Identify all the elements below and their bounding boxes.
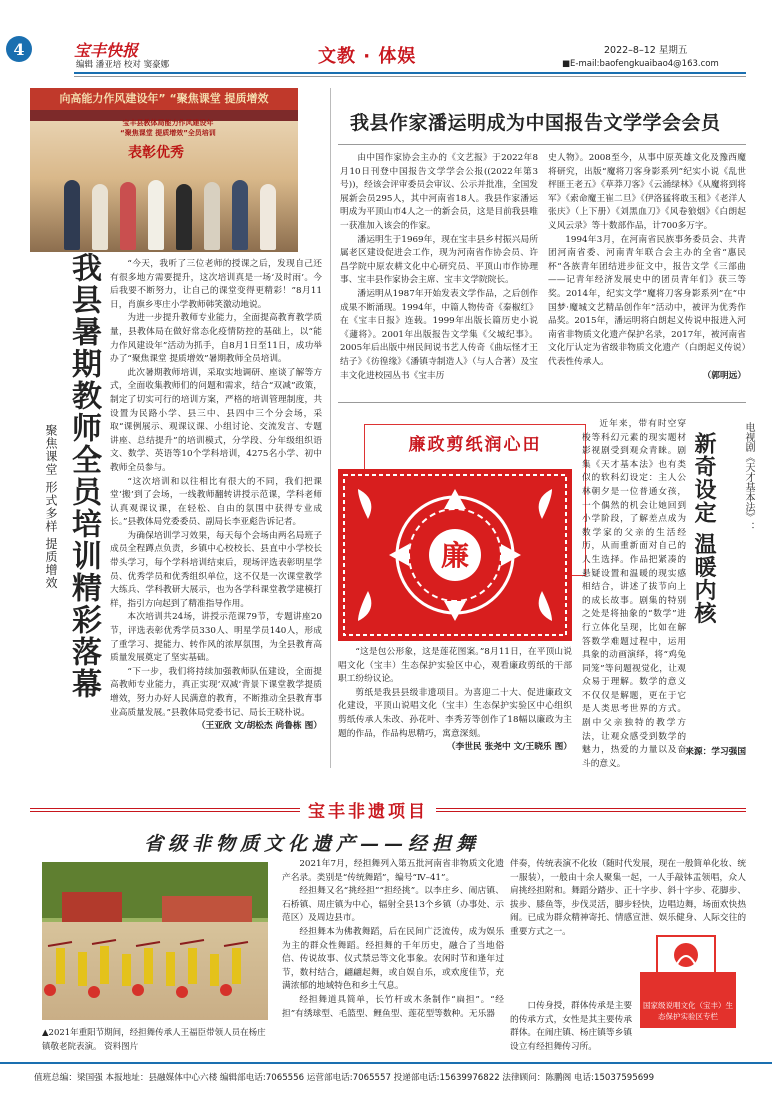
teachers-byline: （王亚欣 文/胡松杰 尚鲁栋 图） bbox=[196, 721, 322, 732]
photo-person bbox=[148, 180, 164, 250]
page-number: 4 bbox=[6, 36, 32, 62]
papercut-center-char: 廉 bbox=[440, 539, 470, 572]
papercut-title: 廉政剪纸润心田 bbox=[408, 435, 542, 455]
dance-photo-caption: ▲2021年重阳节期间，经担舞传承人王福臣带领人员在杨庄镇敬老院表演。 资料图片 bbox=[42, 1028, 266, 1052]
heritage-stamp-icon bbox=[655, 934, 717, 976]
header-rule-thin bbox=[74, 76, 746, 77]
heritage-column-stamp: 国家级说唱文化（宝丰）生态保护实验区专栏 bbox=[640, 972, 736, 1028]
heritage-body-col1: 2021年7月，经担舞列入第五批河南省非物质文化遗产名录。类别是“传统舞蹈”，编号“Ⅳ–41”。 经担舞又名“挑经担”“担经挑”。以李庄乡、闹店镇、石桥镇、周庄镇为中心，辐射全县13个乡镇（办事处、示范区）及周边县市。 经担舞本为佛教舞蹈，后在民间广泛流传，成为娱乐为主的群众性舞蹈。经担舞的千年历史，融合了当地俗信、传说故事、仪式禁忌等文化事象。农闲时节和逢年过节，数村结合，翩翩起舞，或自娱自乐，或欢度佳节，充满浓郁的地域特色和乡土气息。 经担舞道具简单，长竹杆或木条制作“扁担”。“经担”有绣球型、毛篮型、鲤鱼型、莲花型等数种。无乐器 bbox=[282, 859, 504, 1019]
email-address: ■E-mail:baofengkuaibao4@163.com bbox=[562, 59, 719, 69]
writer-headline: 我县作家潘运明成为中国报告文学学会会员 bbox=[350, 112, 721, 134]
writer-body-col2: 史人物》。2008至今，从事中原英雄文化及豫西魔将研究，出版“魔将刀客身影系列”纪实小说《乱世枰匪王老五》《草莽刀客》《云涌绿林》《从魔将到将军》《索命魔王崔二旦》《伊洛猛将敢玉租》《老洋人张庆》（上下册）《刘黑血刀》《风卷狼烟》《白朗起义风云录》等十数部作品，计700多万字。 1994年3月，在河南省民族事务委员会、共青团河南省委、河南青年联合会主办的全省“惠民杯”各族青年团结进步征文中，报告文学《三部曲——记青年经济发展史中的团员青年们》获三等奖。2014年，纪实文学“魔将刀客身影系列”在“中国梦·魔城文艺精品创作年”活动中，被评为优秀作品奖。2015年，潘运明将白朗起义传说申报进入河南省非物质文化遗产保护名录，2017年，被河南省文化厅认定为省级非物质文化遗产（白朗起义传说）代表性传承人。 （郭明远） bbox=[548, 152, 746, 383]
section-rule bbox=[338, 402, 746, 403]
photo-person bbox=[92, 184, 108, 250]
header-rule bbox=[74, 72, 746, 74]
headline-rule bbox=[338, 144, 746, 145]
footer-rule bbox=[0, 1062, 772, 1064]
tv-body: 近年来，带有时空穿梭等科幻元素的现实题材影视剧受到观众青睐。剧集《天才基本法》也有类似的软科幻设定：主人公林朝夕是一位普通女孩，一个偶然的机会让她回到小学阶段，了解差点成为数学家的父亲的生活经历，从而重新面对自己的人生选择。作品把紧凑的悬疑设置和温暖的现实感相结合，讲述了拔节向上的成长故事。剧集的特别之处是将抽象的“数学”进行立体化呈现，比如在解答数学难题过程中，运用具象的动画演绎，将“鸡兔同笼”等问题视觉化，让观众易于理解。数学的意义不仅仅是解题，更在于它是人类思考世界的方式。剧中父亲独特的教学方法，让观众感受到数学的魅力，热爱的力量以及奋斗的意义。 bbox=[582, 419, 686, 769]
photo-stage-text: 宝丰县教体局能力作风建设年 “聚焦课堂 提质增效”全员培训 bbox=[120, 119, 216, 137]
tv-title: 新奇设定 温暖内核 bbox=[691, 432, 716, 625]
teachers-body: “今天，我听了三位老师的授课之后，发现自己还有很多地方需要提升，这次培训真是一场‘及时雨’。今后我要不断努力，让自己的课堂变得更精彩！”8月11日，肖旗乡枣庄小学教师韩笑激动地说。 为进一步提升教师专业能力，全面提高教育教学质量，县教体局在做好常态化疫情防控的基础上，以“能力作风建设年”活动为抓手，自8月1日至11日，成功举办了“聚焦课堂 提质增效”暑期教师全员培训。 此次暑期教师培训，采取实地调研、座谈了解等方式，全面收集教师们的问题和需求，结合“双减”政策，制定了切实可行的培训方案，严格的培训管理制度，共设置为民路小学、县三中、县四中三个分会场，采取“课例展示、观课议课、小组讨论、交流发言、专题讲座、总结提升”的培训模式，分学段、分年级组织语文、数学、英语等10个学科培训，4275名小学、初中教师全员参与。 “这次培训和以往相比有很大的不同，我们把课堂‘搬’到了会场，一线教师翻转讲授示范课，学科老师认真观课议课，在轻松、自由的氛围中获得专业成长。”县教体局党委委员、副局长李亚彪告诉记者。 为确保培训学习效果，每天每个会场由两名局班子成员全程蹲点负责，乡镇中心校校长、县直中小学校长带头学习，每个学科培训结束后，现场评选表彰明星学员、优秀学员和优秀组织单位，这不仅是一次课堂教学大练兵、学科教研大展示，也为各学科课堂教学建模打样，指引方向起到了精准指导作用。 本次培训共24场，讲授示范课79节，专题讲座20节，评选表彰优秀学员330人、明星学员140人，形成了重学习、提能力、转作风的浓厚氛围，为全县教育高质量发展奠定了坚实基础。 “下一步，我们将持续加强教师队伍建设，全面提高教师专业能力，真正实现‘双减’背景下课堂教学提质增效，努力办好人民满意的教育，不断推动全县教育事业高质量发展。”县教体局党委书记、局长王晓朴说。 （王亚欣 文/胡松杰 尚鲁栋 图） bbox=[110, 258, 322, 734]
photo-banner: 向高能力作风建设年” “聚焦课堂 提质增效 bbox=[30, 88, 298, 110]
masthead-logo: 宝丰快报 bbox=[74, 41, 139, 60]
papercut-byline: （李世民 张尧中 文/王晓乐 图） bbox=[446, 742, 572, 753]
writer-byline: （郭明远） bbox=[702, 370, 746, 381]
editor-line: 编辑 潘亚培 校对 窦豪娜 bbox=[76, 60, 170, 70]
papercut-image bbox=[338, 469, 572, 641]
column-divider bbox=[330, 88, 331, 768]
photo-person bbox=[260, 184, 276, 250]
teachers-subtitle: 聚焦课堂 形式多样 提质增效 bbox=[44, 424, 58, 590]
heritage-body-col2b: 口传身授，群体传承是主要的传承方式，女性是其主要传承群体。在闹庄镇、杨庄镇等乡镇设立有经担舞传习所。 bbox=[510, 1001, 632, 1052]
tv-byline: 来源：学习强国 bbox=[685, 747, 746, 757]
writer-body-col1: 由中国作家协会主办的《文艺报》于2022年8月10日刊登中国报告文学学会公报((2022年第3号))，经该会评审委员会审议、公示并批准，全国发展新会员295人，其中河南省18人。我县作家潘运明成为平顶山市4人之一的新会员，这是目前我县唯一获准加入该会的作家。 潘运明生于1969年，现在宝丰县乡村振兴局所属老区建设促进会工作，现为河南省作协会员、许昌学院中原农耕文化中心研究员、平顶山市作协理事、宝丰县作家协会主席、宝丰文学院院长。 潘运明从1987年开始发表文学作品，之后创作成果不断涌现。1994年，中篇人物传奇《秦椒红》在《宝丰日报》连载。1999年出版长篇历史小说《蘧将》。2001年出版报告文学集《父城纪事》。2005年后出版中州民间说书艺人传奇《曲坛怪才王结子》《彷徨缘》《潘镇寺制造人》（与人合著）及宝丰文化进校园丛书《宝丰历 bbox=[340, 153, 538, 381]
photo-person bbox=[64, 180, 80, 250]
photo-person bbox=[120, 182, 136, 250]
heritage-headline: 省级非物质文化遗产——经担舞 bbox=[144, 833, 481, 855]
footer-info: 值班总编：梁国强 本报地址：县融媒体中心六楼 编辑部电话:7065556 运营部电话:7065557 投递部电话:15639976822 法律顾问：陈鹏阁 电话:15037595699 bbox=[34, 1073, 655, 1083]
photo-person bbox=[176, 184, 192, 250]
photo-person bbox=[232, 180, 248, 250]
dance-photo-art bbox=[42, 862, 268, 1020]
heritage-band-title: 宝丰非遗项目 bbox=[300, 797, 436, 822]
heritage-body-col2a: 伴奏，传统表演不化妆（随时代发展，现在一般简单化妆、统一服装），一般由十余人聚集一起，一人手敲钵盂领唱，众人肩挑经担附和。舞蹈分踏步、正十字步、斜十字步、花脚步、拔步、膝鱼等，步伐灵活，脚步轻快，边唱边舞，场面欢快热闹。已成为群众精神寄托、情感宣泄、娱乐健身、人际交往的重要方式之一。 bbox=[510, 859, 746, 937]
issue-date: 2022–8–12 星期五 bbox=[604, 45, 688, 56]
dance-photo bbox=[42, 862, 268, 1020]
photo-person bbox=[204, 182, 220, 250]
papercut-body: “这是包公形象，这是莲花图案。”8月11日，在平顶山说唱文化（宝丰）生态保护实验区中心，观看廉政剪纸的干部职工纷纷议论。 剪纸是我县县级非遗项目。为喜迎二十大、促进廉政文化建设，平顶山说唱文化（宝丰）生态保护实验区中心组织剪纸传承人朱改、孙花叶、李秀芳等创作了18幅以廉政为主题的作品，作品构思精巧，寓意深刻。 （李世民 张尧中 文/王晓乐 图） bbox=[338, 646, 572, 755]
photo-stage-title: 表彰优秀 bbox=[128, 145, 184, 161]
papercut-art bbox=[338, 469, 572, 641]
tv-label: 电视剧《天才基本法》： bbox=[743, 422, 754, 532]
section-title: 文教 · 体娱 bbox=[318, 46, 417, 67]
training-photo bbox=[30, 88, 298, 252]
teachers-title: 我县暑期教师全员培训精彩落幕 bbox=[66, 252, 101, 700]
